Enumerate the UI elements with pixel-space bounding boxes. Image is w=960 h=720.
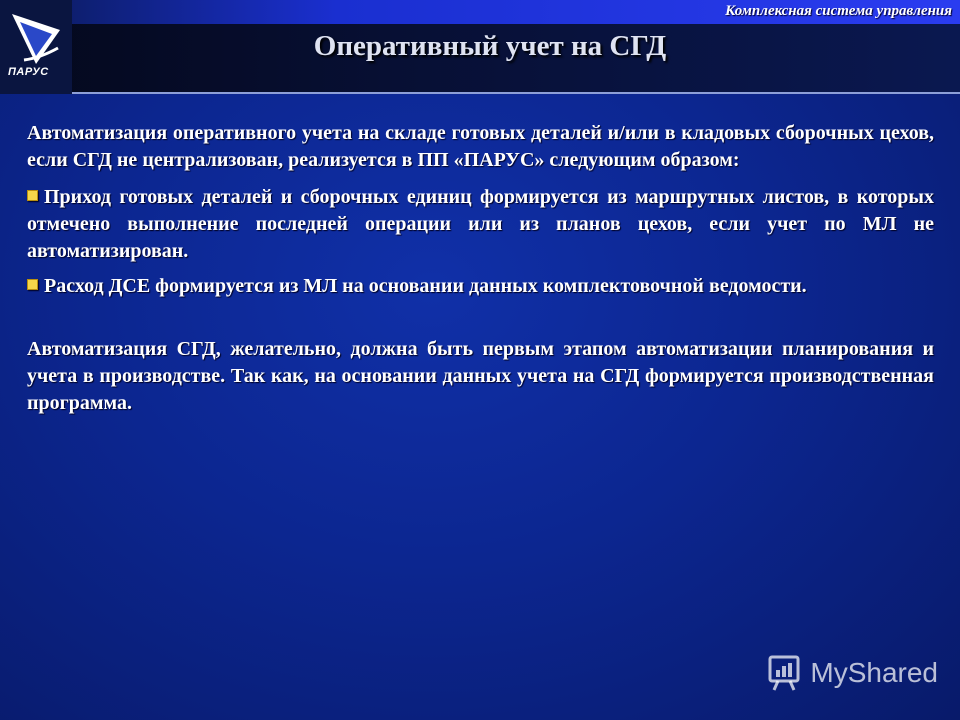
conclusion-paragraph: Автоматизация СГД, желательно, должна быть первым этапом автоматизации планирования и учета в производстве. Так как, на основании данных учета на СГД формируется производственная программа. bbox=[27, 338, 934, 414]
bullet-square-icon bbox=[27, 190, 38, 201]
page-title: Оперативный учет на СГД bbox=[313, 30, 667, 62]
bullet-text: Расход ДСЕ формируется из МЛ на основании данных комплектовочной ведомости. bbox=[44, 275, 807, 297]
logo bbox=[0, 0, 72, 94]
bullet-item bbox=[27, 273, 934, 300]
logo-text: ПАРУС bbox=[8, 66, 49, 78]
bullet-item bbox=[27, 184, 934, 265]
bullet-square-icon bbox=[27, 279, 38, 290]
intro-paragraph: Автоматизация оперативного учета на складе готовых деталей и/или в кладовых сборочных цехов, если СГД не централизован, реализуется в ПП «ПАРУС» следующим образом: bbox=[27, 122, 934, 171]
system-label: Комплексная система управления bbox=[725, 3, 952, 19]
watermark-text: MyShared bbox=[810, 657, 938, 688]
header-divider bbox=[72, 92, 960, 94]
watermark bbox=[766, 654, 938, 692]
slide-content bbox=[27, 120, 934, 427]
presentation-board-icon bbox=[766, 654, 802, 692]
sail-logo-icon bbox=[6, 8, 66, 68]
bullet-text: Приход готовых деталей и сборочных единиц формируется из маршрутных листов, в которых отмечено выполнение последней операции или из планов цехов, если учет по МЛ не автоматизирован. bbox=[27, 186, 934, 262]
